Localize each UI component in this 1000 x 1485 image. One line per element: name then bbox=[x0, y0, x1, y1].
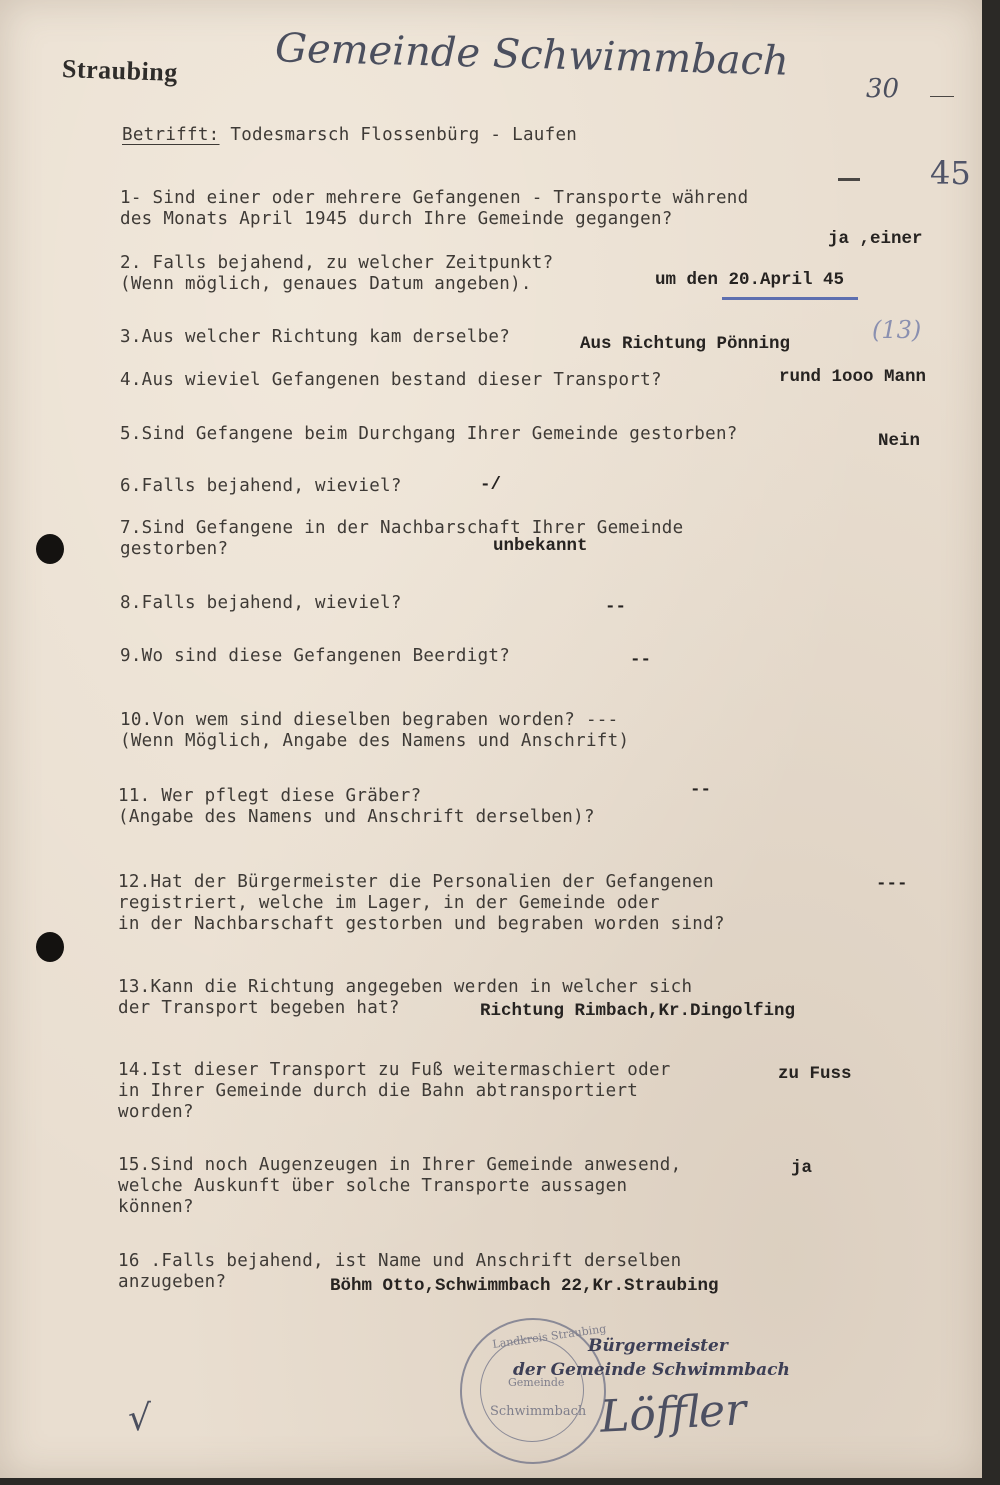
answer-6: -/ bbox=[480, 475, 502, 495]
stamp-bottom-text: Schwimmbach bbox=[490, 1404, 587, 1419]
subject-label: Betrifft: bbox=[122, 125, 220, 145]
question-12-line-1: 12.Hat der Bürgermeister die Personalien der Gefangenen bbox=[118, 872, 714, 892]
question-7-line-1: 7.Sind Gefangene in der Nachbarschaft Ihrer Gemeinde bbox=[120, 518, 684, 538]
punch-hole-bottom bbox=[36, 932, 64, 962]
stamp-middle-text: Gemeinde bbox=[508, 1376, 565, 1389]
question-1-dash bbox=[838, 178, 860, 181]
city-heading: Straubing bbox=[61, 53, 179, 88]
question-6 bbox=[120, 476, 402, 497]
question-8-line-1: 8.Falls bejahend, wieviel? bbox=[120, 593, 402, 613]
answer-14: zu Fuss bbox=[778, 1064, 852, 1084]
question-6-line-1: 6.Falls bejahend, wieviel? bbox=[120, 476, 402, 496]
question-12-line-2: registriert, welche im Lager, in der Gemeinde oder bbox=[118, 893, 660, 913]
question-8 bbox=[120, 593, 402, 614]
answer-13: Richtung Rimbach,Kr.Dingolfing bbox=[480, 1001, 796, 1021]
answer-2: um den 20.April 45 bbox=[655, 270, 845, 290]
note-dash bbox=[930, 96, 954, 97]
answer-1: ja ,einer bbox=[828, 229, 923, 249]
answer-4: rund 1ooo Mann bbox=[779, 367, 927, 387]
answer-8: -- bbox=[605, 597, 627, 617]
check-mark: √ bbox=[128, 1398, 151, 1439]
question-12 bbox=[118, 872, 725, 935]
question-3-line-1: 3.Aus welcher Richtung kam derselbe? bbox=[120, 327, 511, 347]
question-1-line-2: des Monats April 1945 durch Ihre Gemeinde gegangen? bbox=[120, 209, 673, 229]
question-11 bbox=[118, 786, 595, 828]
mayor-signature: Löffler bbox=[598, 1384, 748, 1443]
answer-3: Aus Richtung Pönning bbox=[580, 334, 791, 354]
punch-hole-top bbox=[36, 534, 64, 564]
answer-11: -- bbox=[690, 780, 712, 800]
question-16-line-2: anzugeben? bbox=[118, 1272, 227, 1292]
question-14-line-3: worden? bbox=[118, 1102, 194, 1122]
question-14 bbox=[118, 1060, 671, 1123]
question-11-line-1: 11. Wer pflegt diese Gräber? bbox=[118, 786, 422, 806]
subject-text: Todesmarsch Flossenbürg - Laufen bbox=[230, 125, 578, 145]
answer-9: -- bbox=[630, 650, 652, 670]
question-10 bbox=[120, 710, 629, 752]
question-10-line-1: 10.Von wem sind dieselben begraben worden? --- bbox=[120, 710, 619, 730]
corner-number: 45 bbox=[930, 154, 971, 192]
note-number: 30 bbox=[866, 74, 900, 104]
stamp-inner-ring bbox=[480, 1338, 587, 1442]
answer-12: --- bbox=[876, 874, 908, 894]
municipal-stamp bbox=[460, 1318, 606, 1464]
mayor-title-line-2: der Gemeinde Schwimmbach bbox=[513, 1360, 790, 1380]
question-3 bbox=[120, 327, 510, 348]
question-15-line-2: welche Auskunft über solche Transporte aussagen bbox=[118, 1176, 628, 1196]
mayor-title-line-1: Bürgermeister bbox=[588, 1336, 728, 1356]
question-5-line-1: 5.Sind Gefangene beim Durchgang Ihrer Gemeinde gestorben? bbox=[120, 424, 738, 444]
question-14-line-1: 14.Ist dieser Transport zu Fuß weitermaschiert oder bbox=[118, 1060, 671, 1080]
question-7 bbox=[120, 518, 683, 560]
question-10-line-2: (Wenn Möglich, Angabe des Namens und Anschrift) bbox=[120, 731, 630, 751]
pencil-note: (13) bbox=[872, 316, 922, 344]
question-7-line-2: gestorben? bbox=[120, 539, 229, 559]
answer-2-underline bbox=[722, 297, 858, 300]
question-2 bbox=[120, 253, 553, 295]
question-14-line-2: in Ihrer Gemeinde durch die Bahn abtransportiert bbox=[118, 1081, 639, 1101]
question-2-line-2: (Wenn möglich, genaues Datum angeben). bbox=[120, 274, 532, 294]
question-4 bbox=[120, 370, 662, 391]
question-1 bbox=[120, 188, 748, 230]
question-16-line-1: 16 .Falls bejahend, ist Name und Anschrift derselben bbox=[118, 1251, 682, 1271]
answer-16: Böhm Otto,Schwimmbach 22,Kr.Straubing bbox=[330, 1276, 719, 1296]
question-15-line-1: 15.Sind noch Augenzeugen in Ihrer Gemeinde anwesend, bbox=[118, 1155, 682, 1175]
question-13-line-1: 13.Kann die Richtung angegeben werden in welcher sich bbox=[118, 977, 693, 997]
question-9-line-1: 9.Wo sind diese Gefangenen Beerdigt? bbox=[120, 646, 511, 666]
question-15-line-3: können? bbox=[118, 1197, 194, 1217]
question-1-line-1: 1- Sind einer oder mehrere Gefangenen - Transporte während bbox=[120, 188, 749, 208]
answer-15: ja bbox=[791, 1158, 813, 1178]
question-2-line-1: 2. Falls bejahend, zu welcher Zeitpunkt? bbox=[120, 253, 554, 273]
municipality-handwritten: Gemeinde Schwimmbach bbox=[274, 25, 790, 85]
answer-7: unbekannt bbox=[493, 536, 588, 556]
question-12-line-3: in der Nachbarschaft gestorben und begraben worden sind? bbox=[118, 914, 725, 934]
answer-5: Nein bbox=[878, 431, 921, 451]
subject-line bbox=[122, 125, 577, 145]
stamp-top-text: Landkreis Straubing bbox=[491, 1322, 607, 1351]
question-11-line-2: (Angabe des Namens und Anschrift derselben)? bbox=[118, 807, 595, 827]
question-15 bbox=[118, 1155, 681, 1218]
question-5 bbox=[120, 424, 738, 445]
question-9 bbox=[120, 646, 510, 667]
question-4-line-1: 4.Aus wieviel Gefangenen bestand dieser Transport? bbox=[120, 370, 662, 390]
question-13-line-2: der Transport begeben hat? bbox=[118, 998, 400, 1018]
